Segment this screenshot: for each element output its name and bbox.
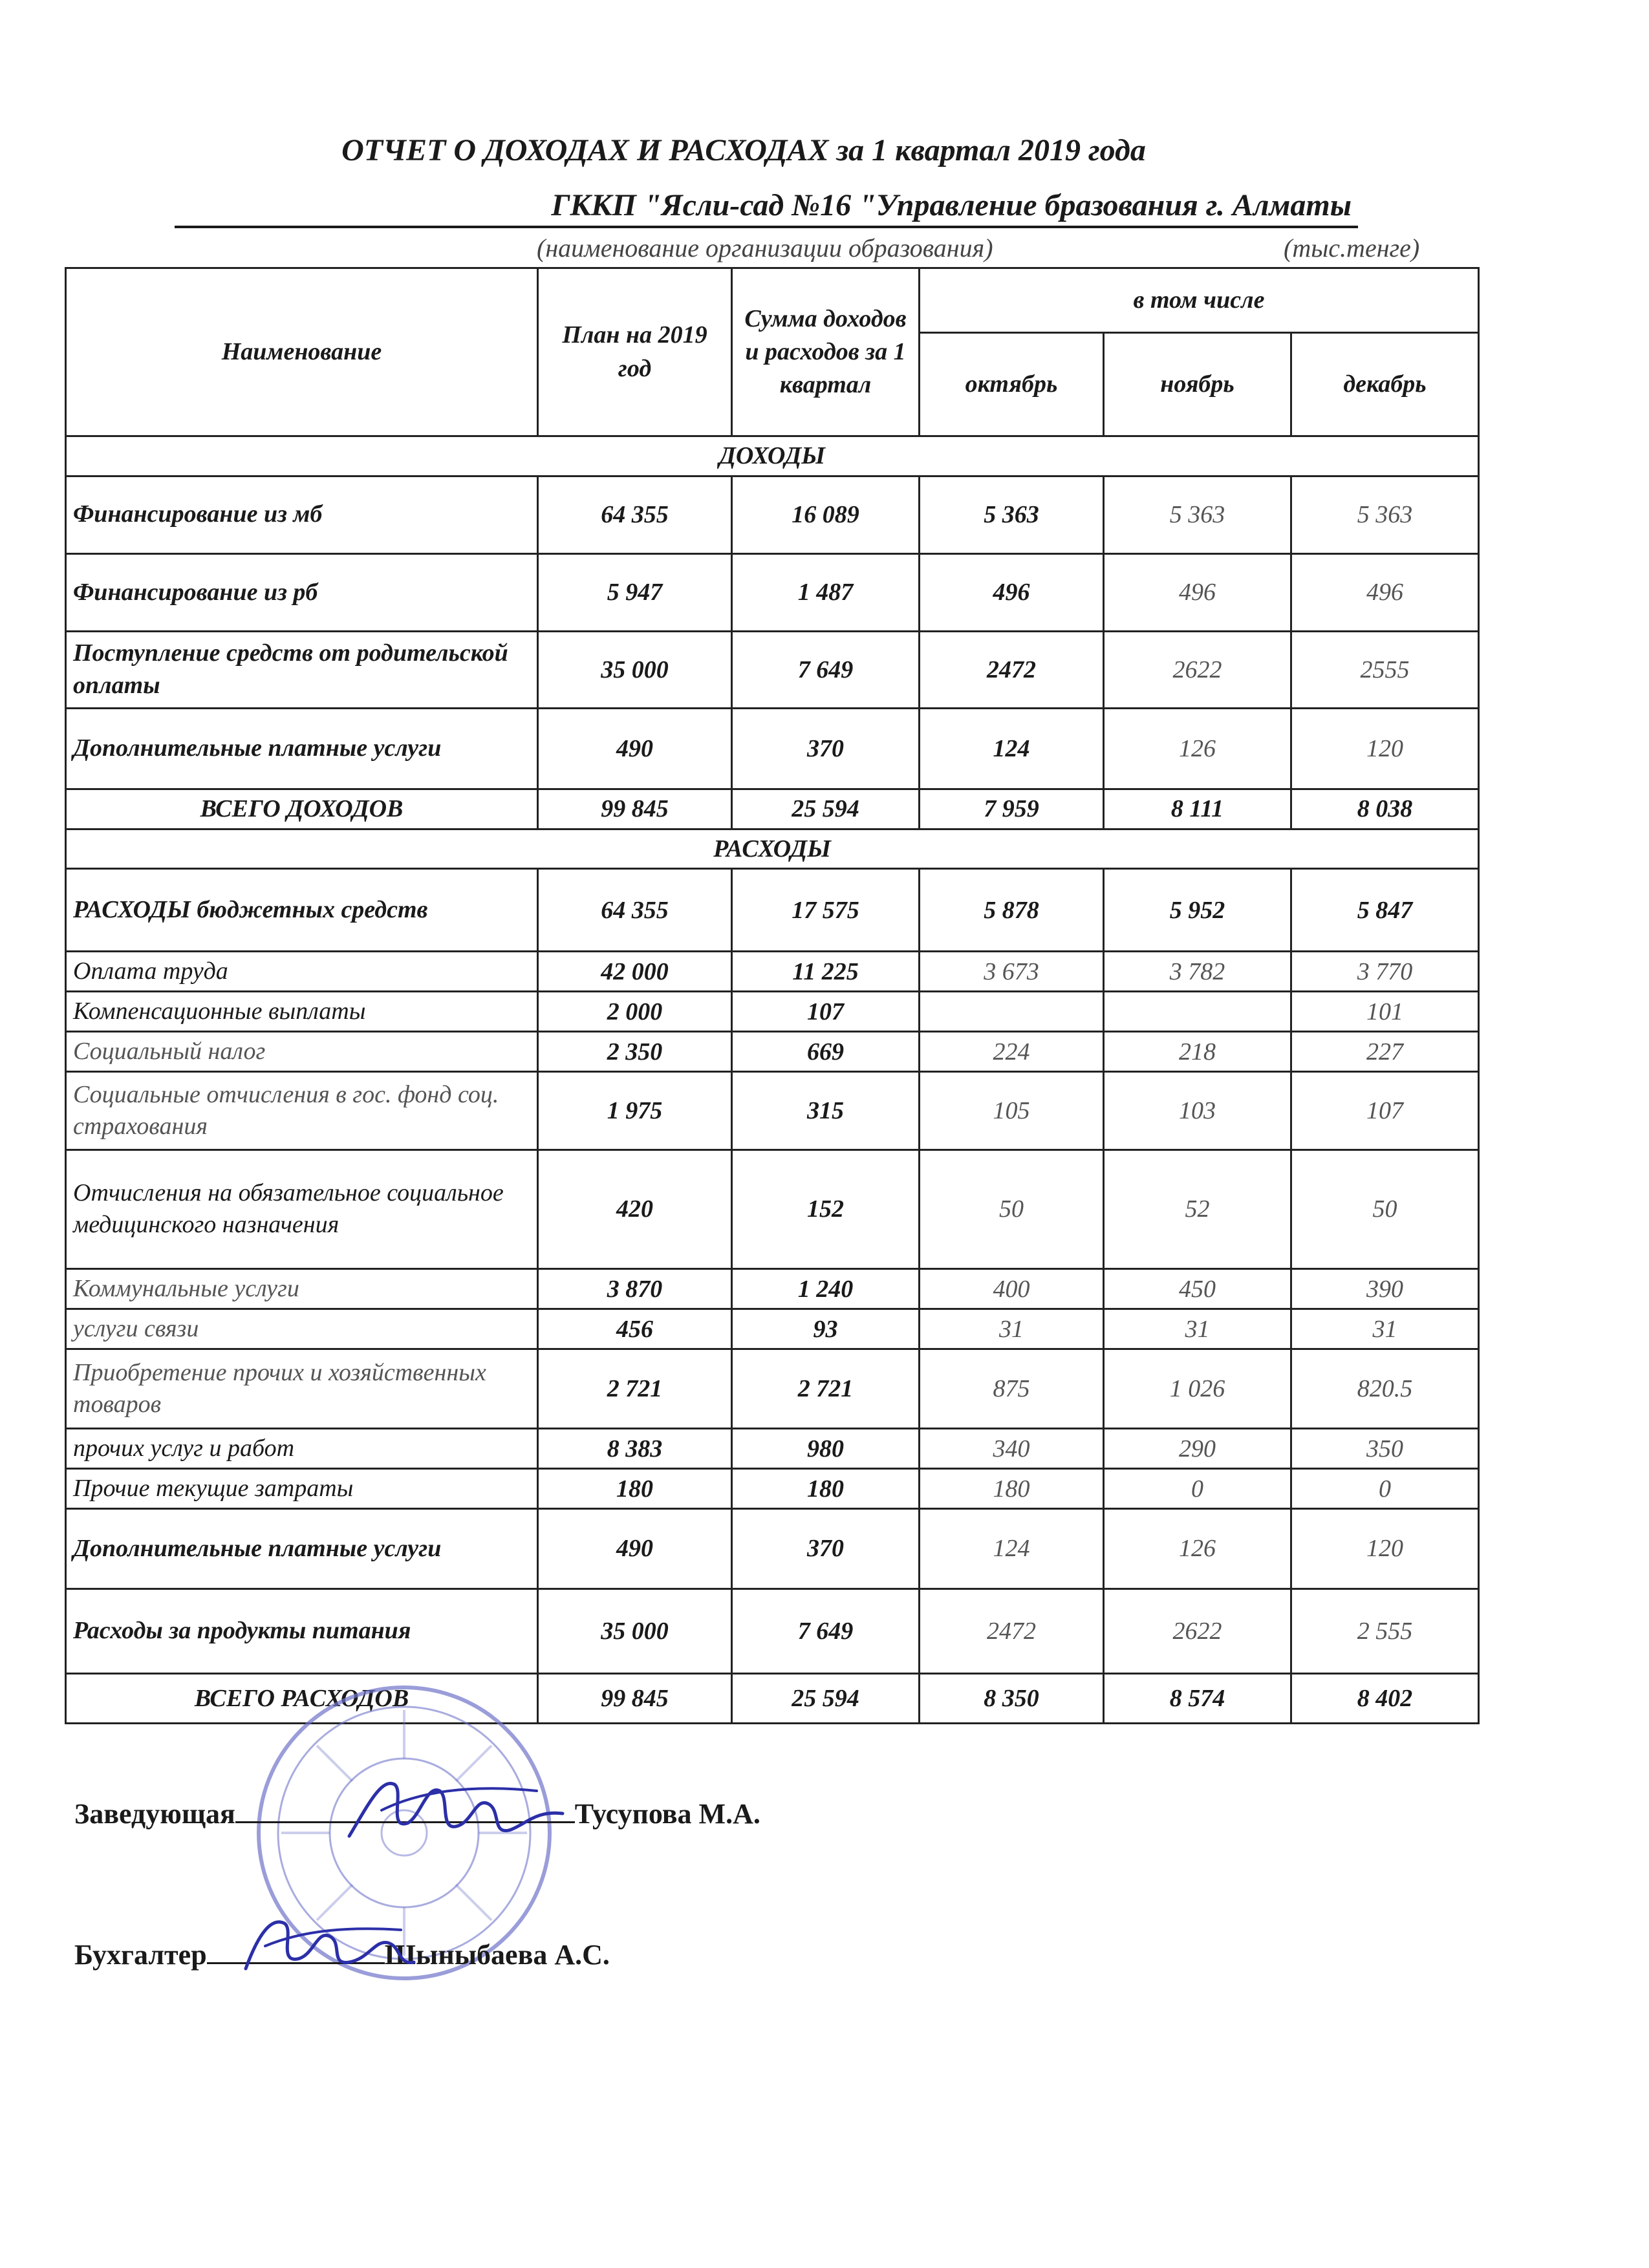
row-name: Коммунальные услуги bbox=[66, 1269, 538, 1309]
col-group-header: в том числе bbox=[920, 268, 1479, 333]
row-oct: 875 bbox=[920, 1349, 1104, 1429]
row-plan: 456 bbox=[538, 1309, 732, 1349]
row-sum: 980 bbox=[732, 1429, 920, 1469]
row-nov: 126 bbox=[1104, 708, 1291, 789]
head-title: Заведующая bbox=[74, 1798, 235, 1830]
table-row bbox=[66, 1349, 1479, 1429]
row-nov: 103 bbox=[1104, 1072, 1291, 1150]
row-nov: 5 952 bbox=[1104, 869, 1291, 952]
table-row bbox=[66, 1589, 1479, 1673]
row-plan: 64 355 bbox=[538, 869, 732, 952]
income-expense-table bbox=[65, 267, 1480, 1724]
row-nov: 126 bbox=[1104, 1509, 1291, 1589]
row-dec: 107 bbox=[1291, 1072, 1479, 1150]
row-oct: 124 bbox=[920, 708, 1104, 789]
row-sum: 315 bbox=[732, 1072, 920, 1150]
income-total-row bbox=[66, 789, 1479, 829]
organization-caption: (наименование организации образования) bbox=[537, 233, 993, 262]
table-row bbox=[66, 992, 1479, 1032]
table-row bbox=[66, 1429, 1479, 1469]
row-dec: 0 bbox=[1291, 1469, 1479, 1509]
row-dec: 2 555 bbox=[1291, 1589, 1479, 1673]
row-dec: 2555 bbox=[1291, 631, 1479, 708]
row-nov: 52 bbox=[1104, 1150, 1291, 1269]
row-sum: 7 649 bbox=[732, 1589, 920, 1673]
col-sum-header: Сумма доходов и расходов за 1 квартал bbox=[732, 268, 920, 436]
row-plan: 35 000 bbox=[538, 631, 732, 708]
row-plan: 2 350 bbox=[538, 1032, 732, 1072]
row-oct: 180 bbox=[920, 1469, 1104, 1509]
row-name: Социальные отчисления в гос. фонд соц. страхования bbox=[66, 1072, 538, 1150]
row-plan: 2 000 bbox=[538, 992, 732, 1032]
row-dec: 5 847 bbox=[1291, 869, 1479, 952]
table-row bbox=[66, 1469, 1479, 1509]
row-sum: 370 bbox=[732, 708, 920, 789]
row-plan: 5 947 bbox=[538, 553, 732, 631]
row-name: Социальный налог bbox=[66, 1032, 538, 1072]
row-name: Дополнительные платные услуги bbox=[66, 708, 538, 789]
row-plan: 180 bbox=[538, 1469, 732, 1509]
total-dec: 8 402 bbox=[1291, 1673, 1479, 1723]
row-sum: 7 649 bbox=[732, 631, 920, 708]
report-title: ОТЧЕТ О ДОХОДАХ И РАСХОДАХ за 1 квартал 2019 года bbox=[341, 133, 1146, 167]
table-row bbox=[66, 553, 1479, 631]
row-sum: 669 bbox=[732, 1032, 920, 1072]
row-oct: 3 673 bbox=[920, 952, 1104, 992]
total-oct: 8 350 bbox=[920, 1673, 1104, 1723]
row-dec: 31 bbox=[1291, 1309, 1479, 1349]
row-nov: 0 bbox=[1104, 1469, 1291, 1509]
col-dec-header: декабрь bbox=[1291, 333, 1479, 436]
row-nov: 2622 bbox=[1104, 1589, 1291, 1673]
row-nov: 496 bbox=[1104, 553, 1291, 631]
row-oct: 496 bbox=[920, 553, 1104, 631]
row-oct: 340 bbox=[920, 1429, 1104, 1469]
row-name: услуги связи bbox=[66, 1309, 538, 1349]
table-row bbox=[66, 1509, 1479, 1589]
row-nov: 1 026 bbox=[1104, 1349, 1291, 1429]
total-plan: 99 845 bbox=[538, 789, 732, 829]
table-row bbox=[66, 476, 1479, 553]
row-name: РАСХОДЫ бюджетных средств bbox=[66, 869, 538, 952]
row-dec: 50 bbox=[1291, 1150, 1479, 1269]
row-plan: 2 721 bbox=[538, 1349, 732, 1429]
row-plan: 490 bbox=[538, 708, 732, 789]
table-row bbox=[66, 1072, 1479, 1150]
total-dec: 8 038 bbox=[1291, 789, 1479, 829]
row-dec: 120 bbox=[1291, 1509, 1479, 1589]
row-name: прочих услуг и работ bbox=[66, 1429, 538, 1469]
row-name: Приобретение прочих и хозяйственных товаров bbox=[66, 1349, 538, 1429]
row-oct: 2472 bbox=[920, 1589, 1104, 1673]
row-dec: 496 bbox=[1291, 553, 1479, 631]
col-oct-header: октябрь bbox=[920, 333, 1104, 436]
row-plan: 490 bbox=[538, 1509, 732, 1589]
table-row bbox=[66, 952, 1479, 992]
row-sum: 180 bbox=[732, 1469, 920, 1509]
row-dec: 227 bbox=[1291, 1032, 1479, 1072]
row-dec: 5 363 bbox=[1291, 476, 1479, 553]
row-nov: 218 bbox=[1104, 1032, 1291, 1072]
row-oct: 124 bbox=[920, 1509, 1104, 1589]
row-sum: 2 721 bbox=[732, 1349, 920, 1429]
row-oct: 400 bbox=[920, 1269, 1104, 1309]
row-dec: 820.5 bbox=[1291, 1349, 1479, 1429]
row-sum: 1 240 bbox=[732, 1269, 920, 1309]
row-oct: 224 bbox=[920, 1032, 1104, 1072]
row-oct: 5 878 bbox=[920, 869, 1104, 952]
row-oct: 2472 bbox=[920, 631, 1104, 708]
row-name: Оплата труда bbox=[66, 952, 538, 992]
accountant-name: Шыныбаева А.С. bbox=[384, 1939, 610, 1971]
row-nov: 290 bbox=[1104, 1429, 1291, 1469]
row-nov: 450 bbox=[1104, 1269, 1291, 1309]
row-dec: 350 bbox=[1291, 1429, 1479, 1469]
row-plan: 1 975 bbox=[538, 1072, 732, 1150]
row-dec: 120 bbox=[1291, 708, 1479, 789]
col-name-header: Наименование bbox=[66, 268, 538, 436]
total-sum: 25 594 bbox=[732, 1673, 920, 1723]
row-oct: 50 bbox=[920, 1150, 1104, 1269]
total-nov: 8 111 bbox=[1104, 789, 1291, 829]
head-name: Тусупова М.А. bbox=[574, 1798, 760, 1830]
table-row bbox=[66, 1032, 1479, 1072]
total-sum: 25 594 bbox=[732, 789, 920, 829]
table-row bbox=[66, 869, 1479, 952]
table-row bbox=[66, 1269, 1479, 1309]
row-plan: 420 bbox=[538, 1150, 732, 1269]
col-plan-header: План на 2019 год bbox=[538, 268, 732, 436]
row-sum: 152 bbox=[732, 1150, 920, 1269]
row-sum: 370 bbox=[732, 1509, 920, 1589]
row-name: Прочие текущие затраты bbox=[66, 1469, 538, 1509]
row-sum: 1 487 bbox=[732, 553, 920, 631]
row-nov: 5 363 bbox=[1104, 476, 1291, 553]
row-name: Финансирование из мб bbox=[66, 476, 538, 553]
row-oct: 5 363 bbox=[920, 476, 1104, 553]
row-sum: 16 089 bbox=[732, 476, 920, 553]
total-plan: 99 845 bbox=[538, 1673, 732, 1723]
total-name: ВСЕГО ДОХОДОВ bbox=[66, 789, 538, 829]
row-dec: 390 bbox=[1291, 1269, 1479, 1309]
total-name: ВСЕГО РАСХОДОВ bbox=[66, 1673, 538, 1723]
table-row bbox=[66, 708, 1479, 789]
organization-name: ГККП "Ясли-сад №16 "Управление бразования г. Алматы bbox=[175, 187, 1358, 228]
row-nov: 31 bbox=[1104, 1309, 1291, 1349]
row-dec: 3 770 bbox=[1291, 952, 1479, 992]
row-oct: 31 bbox=[920, 1309, 1104, 1349]
row-sum: 17 575 bbox=[732, 869, 920, 952]
head-signature-icon bbox=[343, 1765, 569, 1856]
row-oct: 105 bbox=[920, 1072, 1104, 1150]
row-nov: 2622 bbox=[1104, 631, 1291, 708]
row-plan: 8 383 bbox=[538, 1429, 732, 1469]
row-nov: 3 782 bbox=[1104, 952, 1291, 992]
income-section-header: ДОХОДЫ bbox=[66, 436, 1479, 476]
row-plan: 42 000 bbox=[538, 952, 732, 992]
units-label: (тыс.тенге) bbox=[1284, 233, 1420, 262]
accountant-signature-icon bbox=[239, 1907, 420, 1985]
row-name: Финансирование из рб bbox=[66, 553, 538, 631]
row-name: Компенсационные выплаты bbox=[66, 992, 538, 1032]
total-oct: 7 959 bbox=[920, 789, 1104, 829]
row-plan: 35 000 bbox=[538, 1589, 732, 1673]
table-row bbox=[66, 1150, 1479, 1269]
row-name: Отчисления на обязательное социальное медицинского назначения bbox=[66, 1150, 538, 1269]
row-name: Расходы за продукты питания bbox=[66, 1589, 538, 1673]
expense-section-header: РАСХОДЫ bbox=[66, 829, 1479, 869]
total-nov: 8 574 bbox=[1104, 1673, 1291, 1723]
row-plan: 64 355 bbox=[538, 476, 732, 553]
table-row bbox=[66, 631, 1479, 708]
accountant-title: Бухгалтер bbox=[74, 1939, 207, 1971]
table-row bbox=[66, 1309, 1479, 1349]
row-sum: 107 bbox=[732, 992, 920, 1032]
row-name: Поступление средств от родительской оплаты bbox=[66, 631, 538, 708]
col-nov-header: ноябрь bbox=[1104, 333, 1291, 436]
row-name: Дополнительные платные услуги bbox=[66, 1509, 538, 1589]
row-plan: 3 870 bbox=[538, 1269, 732, 1309]
row-sum: 11 225 bbox=[732, 952, 920, 992]
row-dec: 101 bbox=[1291, 992, 1479, 1032]
row-oct bbox=[920, 992, 1104, 1032]
row-nov bbox=[1104, 992, 1291, 1032]
row-sum: 93 bbox=[732, 1309, 920, 1349]
